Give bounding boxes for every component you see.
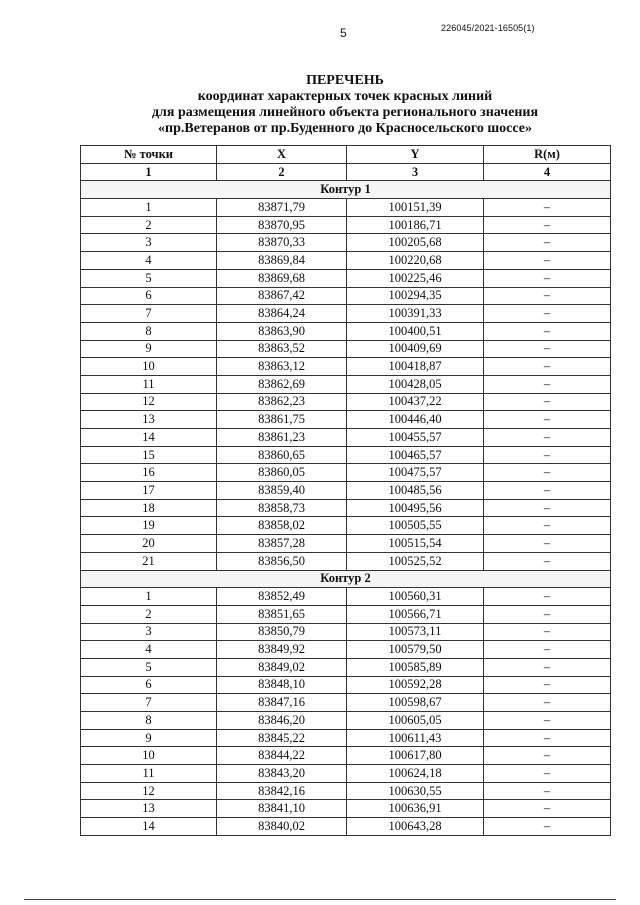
x-coordinate-cell: 83850,79: [217, 623, 347, 641]
header-y: Y: [347, 146, 484, 164]
table-row: [81, 429, 611, 447]
point-number-cell: 8: [81, 322, 217, 340]
radius-cell: –: [484, 782, 611, 800]
point-number-cell: 4: [81, 641, 217, 659]
table-row: [81, 588, 611, 606]
radius-cell: –: [484, 818, 611, 836]
y-coordinate-cell: 100485,56: [347, 482, 484, 500]
y-coordinate-cell: 100465,57: [347, 446, 484, 464]
table-row: [81, 676, 611, 694]
x-coordinate-cell: 83863,52: [217, 340, 347, 358]
table-row: [81, 605, 611, 623]
radius-cell: –: [484, 375, 611, 393]
x-coordinate-cell: 83841,10: [217, 800, 347, 818]
radius-cell: –: [484, 216, 611, 234]
y-coordinate-cell: 100505,55: [347, 517, 484, 535]
radius-cell: –: [484, 658, 611, 676]
table-body: [81, 181, 611, 835]
header-row: [81, 146, 611, 164]
table-row: [81, 269, 611, 287]
document-title: [80, 73, 610, 137]
y-coordinate-cell: 100220,68: [347, 252, 484, 270]
column-number: 1: [81, 163, 217, 181]
column-number: 3: [347, 163, 484, 181]
table-row: [81, 747, 611, 765]
point-number-cell: 9: [81, 729, 217, 747]
point-number-cell: 14: [81, 818, 217, 836]
table-row: [81, 411, 611, 429]
radius-cell: –: [484, 393, 611, 411]
point-number-cell: 15: [81, 446, 217, 464]
radius-cell: –: [484, 464, 611, 482]
table-row: [81, 712, 611, 730]
point-number-cell: 13: [81, 411, 217, 429]
y-coordinate-cell: 100573,11: [347, 623, 484, 641]
radius-cell: –: [484, 535, 611, 553]
point-number-cell: 5: [81, 269, 217, 287]
point-number-cell: 7: [81, 305, 217, 323]
x-coordinate-cell: 83870,33: [217, 234, 347, 252]
x-coordinate-cell: 83844,22: [217, 747, 347, 765]
radius-cell: –: [484, 269, 611, 287]
point-number-cell: 2: [81, 216, 217, 234]
table-row: [81, 199, 611, 217]
x-coordinate-cell: 83842,16: [217, 782, 347, 800]
x-coordinate-cell: 83871,79: [217, 199, 347, 217]
x-coordinate-cell: 83858,02: [217, 517, 347, 535]
radius-cell: –: [484, 605, 611, 623]
table-row: [81, 340, 611, 358]
table-row: [81, 393, 611, 411]
radius-cell: –: [484, 712, 611, 730]
y-coordinate-cell: 100515,54: [347, 535, 484, 553]
point-number-cell: 11: [81, 375, 217, 393]
header-point-number: № точки: [81, 146, 217, 164]
contour-label: Контур 2: [81, 570, 611, 588]
title-line-3: для размещения линейного объекта регионального значения: [151, 105, 539, 120]
table-row: [81, 782, 611, 800]
y-coordinate-cell: 100560,31: [347, 588, 484, 606]
y-coordinate-cell: 100592,28: [347, 676, 484, 694]
title-line-1: ПЕРЕЧЕНЬ: [306, 73, 384, 88]
x-coordinate-cell: 83849,92: [217, 641, 347, 659]
x-coordinate-cell: 83858,73: [217, 499, 347, 517]
y-coordinate-cell: 100225,46: [347, 269, 484, 287]
point-number-cell: 1: [81, 199, 217, 217]
y-coordinate-cell: 100409,69: [347, 340, 484, 358]
y-coordinate-cell: 100579,50: [347, 641, 484, 659]
radius-cell: –: [484, 641, 611, 659]
point-number-cell: 3: [81, 623, 217, 641]
x-coordinate-cell: 83843,20: [217, 765, 347, 783]
x-coordinate-cell: 83867,42: [217, 287, 347, 305]
point-number-cell: 16: [81, 464, 217, 482]
table-row: [81, 305, 611, 323]
column-number-row: [81, 163, 611, 181]
radius-cell: –: [484, 623, 611, 641]
x-coordinate-cell: 83862,69: [217, 375, 347, 393]
point-number-cell: 10: [81, 358, 217, 376]
radius-cell: –: [484, 499, 611, 517]
point-number-cell: 2: [81, 605, 217, 623]
point-number-cell: 11: [81, 765, 217, 783]
point-number-cell: 14: [81, 429, 217, 447]
y-coordinate-cell: 100391,33: [347, 305, 484, 323]
radius-cell: –: [484, 411, 611, 429]
y-coordinate-cell: 100437,22: [347, 393, 484, 411]
point-number-cell: 1: [81, 588, 217, 606]
radius-cell: –: [484, 358, 611, 376]
contour-heading-row: [81, 181, 611, 199]
y-coordinate-cell: 100611,43: [347, 729, 484, 747]
radius-cell: –: [484, 729, 611, 747]
radius-cell: –: [484, 199, 611, 217]
y-coordinate-cell: 100455,57: [347, 429, 484, 447]
x-coordinate-cell: 83860,65: [217, 446, 347, 464]
table-row: [81, 499, 611, 517]
x-coordinate-cell: 83869,84: [217, 252, 347, 270]
x-coordinate-cell: 83857,28: [217, 535, 347, 553]
point-number-cell: 6: [81, 676, 217, 694]
table-row: [81, 535, 611, 553]
point-number-cell: 4: [81, 252, 217, 270]
point-number-cell: 12: [81, 782, 217, 800]
table-row: [81, 234, 611, 252]
radius-cell: –: [484, 588, 611, 606]
x-coordinate-cell: 83862,23: [217, 393, 347, 411]
x-coordinate-cell: 83847,16: [217, 694, 347, 712]
x-coordinate-cell: 83840,02: [217, 818, 347, 836]
y-coordinate-cell: 100643,28: [347, 818, 484, 836]
radius-cell: –: [484, 234, 611, 252]
table-row: [81, 658, 611, 676]
table-row: [81, 641, 611, 659]
point-number-cell: 6: [81, 287, 217, 305]
radius-cell: –: [484, 676, 611, 694]
y-coordinate-cell: 100475,57: [347, 464, 484, 482]
radius-cell: –: [484, 482, 611, 500]
radius-cell: –: [484, 765, 611, 783]
x-coordinate-cell: 83869,68: [217, 269, 347, 287]
table-row: [81, 552, 611, 570]
point-number-cell: 17: [81, 482, 217, 500]
page-bottom-rule: [24, 899, 616, 900]
point-number-cell: 21: [81, 552, 217, 570]
header-radius: R(м): [484, 146, 611, 164]
radius-cell: –: [484, 517, 611, 535]
x-coordinate-cell: 83870,95: [217, 216, 347, 234]
table-row: [81, 464, 611, 482]
y-coordinate-cell: 100400,51: [347, 322, 484, 340]
table-row: [81, 623, 611, 641]
point-number-cell: 10: [81, 747, 217, 765]
y-coordinate-cell: 100418,87: [347, 358, 484, 376]
point-number-cell: 7: [81, 694, 217, 712]
table-row: [81, 216, 611, 234]
x-coordinate-cell: 83861,75: [217, 411, 347, 429]
point-number-cell: 13: [81, 800, 217, 818]
x-coordinate-cell: 83846,20: [217, 712, 347, 730]
y-coordinate-cell: 100186,71: [347, 216, 484, 234]
radius-cell: –: [484, 552, 611, 570]
y-coordinate-cell: 100585,89: [347, 658, 484, 676]
x-coordinate-cell: 83863,90: [217, 322, 347, 340]
x-coordinate-cell: 83848,10: [217, 676, 347, 694]
radius-cell: –: [484, 446, 611, 464]
point-number-cell: 9: [81, 340, 217, 358]
contour-label: Контур 1: [81, 181, 611, 199]
radius-cell: –: [484, 252, 611, 270]
contour-heading-row: [81, 570, 611, 588]
title-line-2: координат характерных точек красных линий: [197, 89, 493, 104]
header-x: X: [217, 146, 347, 164]
x-coordinate-cell: 83851,65: [217, 605, 347, 623]
radius-cell: –: [484, 287, 611, 305]
y-coordinate-cell: 100605,05: [347, 712, 484, 730]
x-coordinate-cell: 83863,12: [217, 358, 347, 376]
y-coordinate-cell: 100636,91: [347, 800, 484, 818]
y-coordinate-cell: 100598,67: [347, 694, 484, 712]
x-coordinate-cell: 83860,05: [217, 464, 347, 482]
table-row: [81, 818, 611, 836]
point-number-cell: 5: [81, 658, 217, 676]
point-number-cell: 8: [81, 712, 217, 730]
y-coordinate-cell: 100566,71: [347, 605, 484, 623]
table-row: [81, 517, 611, 535]
point-number-cell: 20: [81, 535, 217, 553]
radius-cell: –: [484, 322, 611, 340]
point-number-cell: 3: [81, 234, 217, 252]
table-row: [81, 287, 611, 305]
x-coordinate-cell: 83864,24: [217, 305, 347, 323]
column-number: 4: [484, 163, 611, 181]
y-coordinate-cell: 100617,80: [347, 747, 484, 765]
radius-cell: –: [484, 747, 611, 765]
x-coordinate-cell: 83859,40: [217, 482, 347, 500]
table-row: [81, 375, 611, 393]
x-coordinate-cell: 83852,49: [217, 588, 347, 606]
document-number: 226045/2021-16505(1): [441, 23, 535, 33]
table-row: [81, 358, 611, 376]
table-row: [81, 729, 611, 747]
x-coordinate-cell: 83861,23: [217, 429, 347, 447]
radius-cell: –: [484, 694, 611, 712]
y-coordinate-cell: 100205,68: [347, 234, 484, 252]
table-row: [81, 322, 611, 340]
table-row: [81, 765, 611, 783]
coordinates-table: [80, 145, 611, 836]
y-coordinate-cell: 100495,56: [347, 499, 484, 517]
title-line-4: «пр.Ветеранов от пр.Буденного до Красносельского шоссе»: [158, 121, 532, 136]
x-coordinate-cell: 83845,22: [217, 729, 347, 747]
radius-cell: –: [484, 800, 611, 818]
column-number: 2: [217, 163, 347, 181]
table-row: [81, 800, 611, 818]
y-coordinate-cell: 100624,18: [347, 765, 484, 783]
y-coordinate-cell: 100428,05: [347, 375, 484, 393]
y-coordinate-cell: 100630,55: [347, 782, 484, 800]
table-row: [81, 446, 611, 464]
radius-cell: –: [484, 429, 611, 447]
y-coordinate-cell: 100294,35: [347, 287, 484, 305]
y-coordinate-cell: 100446,40: [347, 411, 484, 429]
radius-cell: –: [484, 305, 611, 323]
point-number-cell: 12: [81, 393, 217, 411]
y-coordinate-cell: 100525,52: [347, 552, 484, 570]
point-number-cell: 18: [81, 499, 217, 517]
y-coordinate-cell: 100151,39: [347, 199, 484, 217]
radius-cell: –: [484, 340, 611, 358]
x-coordinate-cell: 83849,02: [217, 658, 347, 676]
x-coordinate-cell: 83856,50: [217, 552, 347, 570]
point-number-cell: 19: [81, 517, 217, 535]
page-number: 5: [340, 26, 347, 40]
table-row: [81, 252, 611, 270]
table-row: [81, 482, 611, 500]
table-row: [81, 694, 611, 712]
